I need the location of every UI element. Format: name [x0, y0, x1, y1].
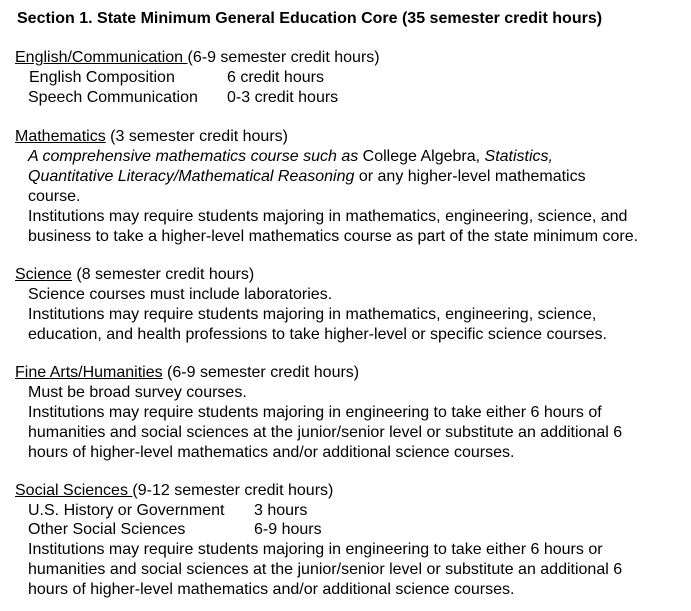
science-heading: Science	[15, 266, 72, 283]
social-hours: (9-12 semester credit hours)	[132, 482, 334, 499]
english-row-2-value: 0-3 credit hours	[227, 89, 339, 106]
english-row-1	[29, 68, 175, 88]
math-italic-text: Quantitative Literacy/Mathematical Reasoning	[28, 168, 359, 185]
fine-arts-line-1: Must be broad survey courses.	[28, 384, 247, 401]
english-row-label: Speech Communication	[28, 89, 198, 106]
social-line-2: humanities and social sciences at the junior/senior level or substitute an additional 6	[28, 561, 623, 578]
fine-arts-heading-line	[15, 363, 359, 383]
fine-arts-hours: (6-9 semester credit hours)	[162, 364, 360, 381]
social-heading-line	[15, 481, 333, 501]
math-line-3: course.	[28, 188, 81, 205]
social-row-2-value: 6-9 hours	[254, 521, 322, 538]
math-line-2	[28, 167, 586, 187]
math-heading: Mathematics	[15, 128, 106, 145]
english-heading: English/Communication	[15, 49, 188, 66]
english-row-2	[28, 88, 198, 108]
english-hours: (6-9 semester credit hours)	[187, 49, 380, 66]
math-heading-line	[15, 127, 288, 147]
english-row-label: English Composition	[29, 69, 175, 86]
social-row-1-value: 3 hours	[254, 502, 308, 519]
science-hours: (8 semester credit hours)	[71, 266, 255, 283]
fine-arts-line-2: Institutions may require students majoring in engineering to take either 6 hours of	[28, 404, 602, 421]
fine-arts-line-3: humanities and social sciences at the junior/senior level or substitute an additional 6	[28, 424, 623, 441]
math-italic-text: A comprehensive mathematics course such as	[28, 148, 363, 165]
math-italic-text: Statistics,	[484, 148, 553, 165]
math-plain-text: College Algebra,	[362, 148, 485, 165]
science-line-3: education, and health professions to take higher-level or specific science courses.	[28, 326, 607, 343]
social-heading: Social Sciences	[15, 482, 133, 499]
fine-arts-heading: Fine Arts/Humanities	[15, 364, 163, 381]
math-hours: (3 semester credit hours)	[105, 128, 288, 145]
math-plain-text: or any higher-level mathematics	[358, 168, 586, 185]
social-row-1-label: U.S. History or Government	[28, 502, 225, 519]
math-line-5: business to take a higher-level mathematics course as part of the state minimum core.	[28, 228, 639, 245]
math-line-1	[28, 147, 553, 167]
fine-arts-line-4: hours of higher-level mathematics and/or additional science courses.	[28, 444, 515, 461]
math-line-4: Institutions may require students majoring in mathematics, engineering, science, and	[28, 208, 628, 225]
science-line-1: Science courses must include laboratories.	[28, 286, 333, 303]
english-heading-line	[15, 48, 380, 68]
social-row-2-label: Other Social Sciences	[28, 521, 186, 538]
science-line-2: Institutions may require students majoring in mathematics, engineering, science,	[28, 306, 597, 323]
social-line-1: Institutions may require students majoring in engineering to take either 6 hours or	[28, 541, 603, 558]
section-title: Section 1. State Minimum General Education Core (35 semester credit hours)	[17, 10, 603, 27]
science-heading-line	[15, 265, 254, 285]
social-line-3: hours of higher-level mathematics and/or additional science courses.	[28, 581, 515, 598]
english-row-1-value: 6 credit hours	[227, 69, 324, 86]
